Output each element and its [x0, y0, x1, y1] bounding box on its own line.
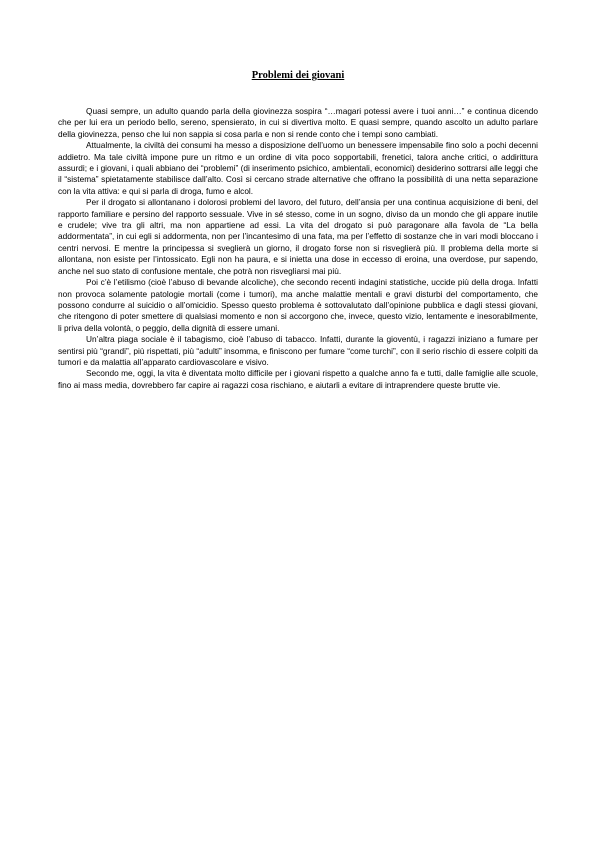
document-body — [58, 106, 538, 391]
paragraph-intro: Quasi sempre, un adulto quando parla della giovinezza sospira “…magari potessi avere i tuoi anni…” e continua dicendo che per lui era un periodo bello, sereno, spensierato, in cui si divertiva molto. E quasi sempre, quando ascolto un adulto parlare della giovinezza, penso che lui non sappia si cosa parla e non si rende conto che i tempi sono cambiati. — [58, 106, 538, 139]
paragraph-drugs: Per il drogato si allontanano i dolorosi problemi del lavoro, del futuro, dell’ansia per una continua acquisizione di beni, del rapporto familiare e persino del rapporto sessuale. Vive in sé stesso, come in un sogno, diviso da un mondo che gli appare inutile e crudele; vive tra gli altri, ma non appartiene ad essi. La vita del drogato si può paragonare alla favola de “La bella addormentata”, in cui egli si addormenta, non per l’incantesimo di una fata, ma per l’effetto di sostanze che in vari modi bloccano i centri nervosi. E mentre la principessa si sveglierà un giorno, il drogato forse non si risveglierà più. Il problema della morte si allontana, non esiste per l’intossicato. Egli non ha paura, e si inietta una dose in eccesso di eroina, una overdose, pur sapendo, anche nel suo stato di confusione mentale, che potrà non risvegliarsi mai più. — [58, 197, 538, 276]
paragraph-smoking: Un’altra piaga sociale è il tabagismo, cioè l’abuso di tabacco. Infatti, durante la gioventù, i ragazzi iniziano a fumare per sentirsi più “grandi”, più rispettati, più “adulti” insomma, e finiscono per fumare “come turchi”, con il serio rischio di essere colpiti da tumori e da malattia all’apparato cardiovascolare e visivo. — [58, 334, 538, 367]
paragraph-consumer-society: Attualmente, la civiltà dei consumi ha messo a disposizione dell’uomo un benessere impensabile fino solo a pochi decenni addietro. Ma tale civiltà impone pure un ritmo e un ordine di vita poco sopportabili, frenetici, talora anche critici, o addirittura assurdi; e i giovani, i quali abbiano dei “problemi” (di inserimento psichico, ambientali, economici) desiderino sottrarsi alle leggi che il “sistema” spietatamente stabilisce dall’alto. Così si cercano strade alternative che offrano la possibilità di una netta separazione con la vita attiva: e qui si parla di droga, fumo e alcol. — [58, 140, 538, 196]
paragraph-conclusion: Secondo me, oggi, la vita è diventata molto difficile per i giovani rispetto a qualche anno fa e tutti, dalle famiglie alle scuole, fino ai mass media, dovrebbero far capire ai ragazzi cosa rischiano, e aiutarli a evitare di intraprendere queste brutte vie. — [58, 368, 538, 390]
page-title: Problemi dei giovani — [251, 70, 345, 81]
paragraph-alcoholism: Poi c’è l’etilismo (cioè l’abuso di bevande alcoliche), che secondo recenti indagini statistiche, uccide più della droga. Infatti non provoca solamente patologie mortali (come i tumori), ma anche malattie mentali e gravi disturbi del comportamento, che possono condurre al suicidio o all’omicidio. Spesso questo problema è sottovalutato dall’opinione pubblica e dagli stessi giovani, che ritengono di poter smettere di qualsiasi momento e non si accorgono che, invece, questo vizio, lentamente e inesorabilmente, li priva della volontà, o peggio, della dignità di essere umani. — [58, 277, 538, 333]
